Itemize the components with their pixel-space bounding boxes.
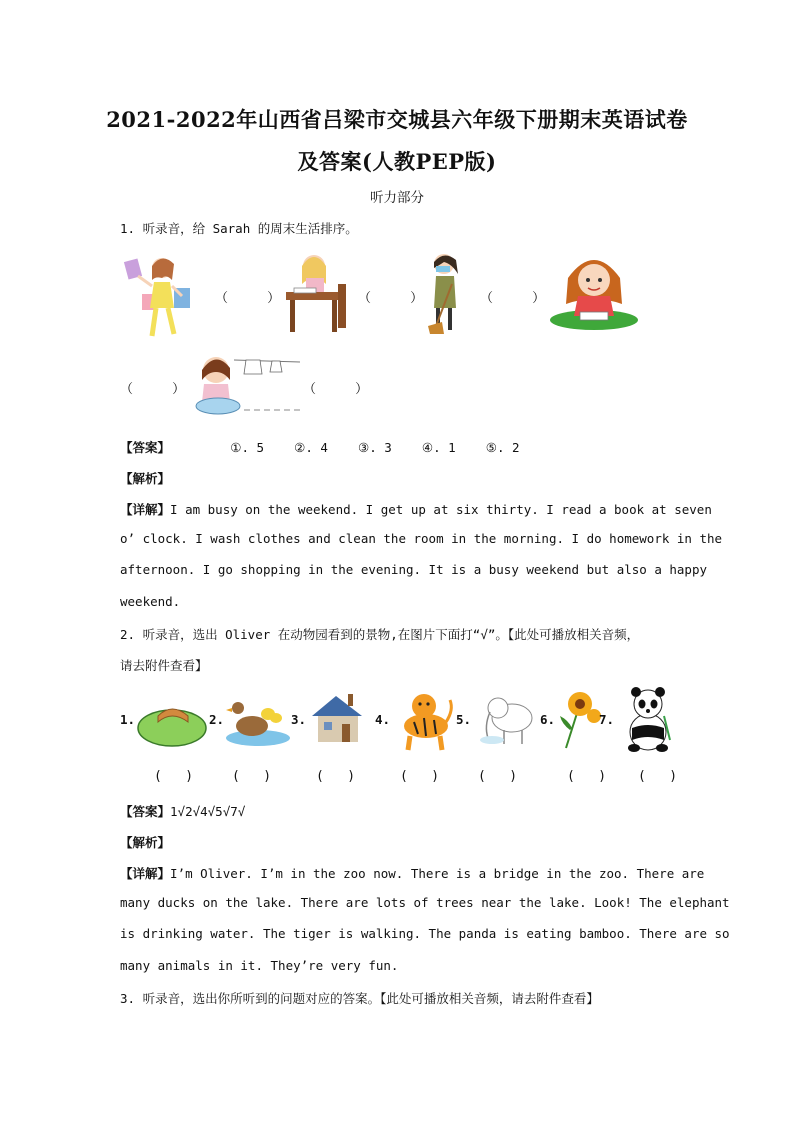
question-2-stem-line1: 2. 听录音，选出 Oliver 在动物园看到的景物,在图片下面打“√”。【此处可播放相关音频， <box>120 627 640 642</box>
q2-number-2: 2. <box>209 712 225 727</box>
document-title-line1: 2021-2022年山西省吕梁市交城县六年级下册期末英语试卷 <box>106 107 688 132</box>
analysis-label: 【解析】 <box>120 471 171 486</box>
q2-answer-row <box>120 802 245 820</box>
q2-blank-1[interactable]: ( ) <box>154 769 194 784</box>
q2-blank-6[interactable]: ( ) <box>567 769 607 784</box>
answer-label: 【答案】 <box>120 804 171 819</box>
analysis-label: 【解析】 <box>120 835 171 850</box>
q2-detail-line-1: 【详解】I’m Oliver. I’m in the zoo now. There is a bridge in the zoo. There are <box>120 866 705 881</box>
q2-blank-3[interactable]: ( ) <box>316 769 356 784</box>
duck-picture <box>222 690 292 748</box>
q2-blank-4[interactable]: ( ) <box>400 769 440 784</box>
q2-blank-2[interactable]: ( ) <box>232 769 272 784</box>
reading-girl-picture <box>548 248 640 334</box>
panda-picture <box>624 686 672 754</box>
q1-detail-line-4: weekend. <box>120 594 181 609</box>
q2-detail-line-4: many animals in it. They’re very fun. <box>120 958 399 973</box>
q2-detail-line-3: is drinking water. The tiger is walking. The panda is eating bamboo. There are so <box>120 926 730 941</box>
answer-label: 【答案】 <box>120 440 171 455</box>
section-heading: 听力部分 <box>370 190 424 206</box>
shopping-girl-picture <box>122 250 198 340</box>
flower-picture <box>556 686 604 752</box>
q2-answer: 1√2√4√5√7√ <box>170 804 246 819</box>
q1-answer-row <box>120 438 520 456</box>
q1-blank-3[interactable]: （ ） <box>480 291 546 306</box>
q2-blank-7[interactable]: ( ) <box>638 769 678 784</box>
washing-clothes-girl-picture <box>184 350 302 422</box>
question-2-stem-line2: 请去附件查看】 <box>120 658 208 673</box>
q1-answer: ①. 5 ②. 4 ③. 3 ④. 1 ⑤. 2 <box>230 440 520 455</box>
q1-detail-line-3: afternoon. I go shopping in the evening. It is a busy weekend but also a happy <box>120 562 707 577</box>
bridge-picture <box>134 694 210 750</box>
q2-number-4: 4. <box>375 712 391 727</box>
q2-blank-5[interactable]: ( ) <box>478 769 518 784</box>
q1-detail-line-1: 【详解】I am busy on the weekend. I get up at six thirty. I read a book at seven <box>120 502 712 517</box>
house-picture <box>306 688 368 748</box>
q1-blank-4[interactable]: （ ） <box>120 382 186 397</box>
q1-blank-1[interactable]: （ ） <box>215 291 281 306</box>
q2-detail-line-2: many ducks on the lake. There are lots of trees near the lake. Look! The elephant <box>120 895 730 910</box>
q2-number-3: 3. <box>291 712 307 727</box>
question-3-stem: 3. 听录音，选出你所听到的问题对应的答案。【此处可播放相关音频，请去附件查看】 <box>120 991 599 1006</box>
homework-girl-picture <box>280 248 350 338</box>
document-title-line2: 及答案(人教PEP版) <box>297 149 497 174</box>
q2-number-7: 7. <box>599 712 615 727</box>
tiger-picture <box>388 682 456 754</box>
q2-number-5: 5. <box>456 712 472 727</box>
elephant-picture <box>476 686 542 748</box>
q2-number-1: 1. <box>120 712 136 727</box>
q1-blank-5[interactable]: （ ） <box>303 382 369 397</box>
sweeping-girl-picture <box>422 250 468 336</box>
q1-detail-line-2: o’ clock. I wash clothes and clean the room in the morning. I do homework in the <box>120 531 723 546</box>
question-1-stem: 1. 听录音，给 Sarah 的周末生活排序。 <box>120 221 358 236</box>
q1-blank-2[interactable]: （ ） <box>358 291 424 306</box>
q2-number-6: 6. <box>540 712 556 727</box>
